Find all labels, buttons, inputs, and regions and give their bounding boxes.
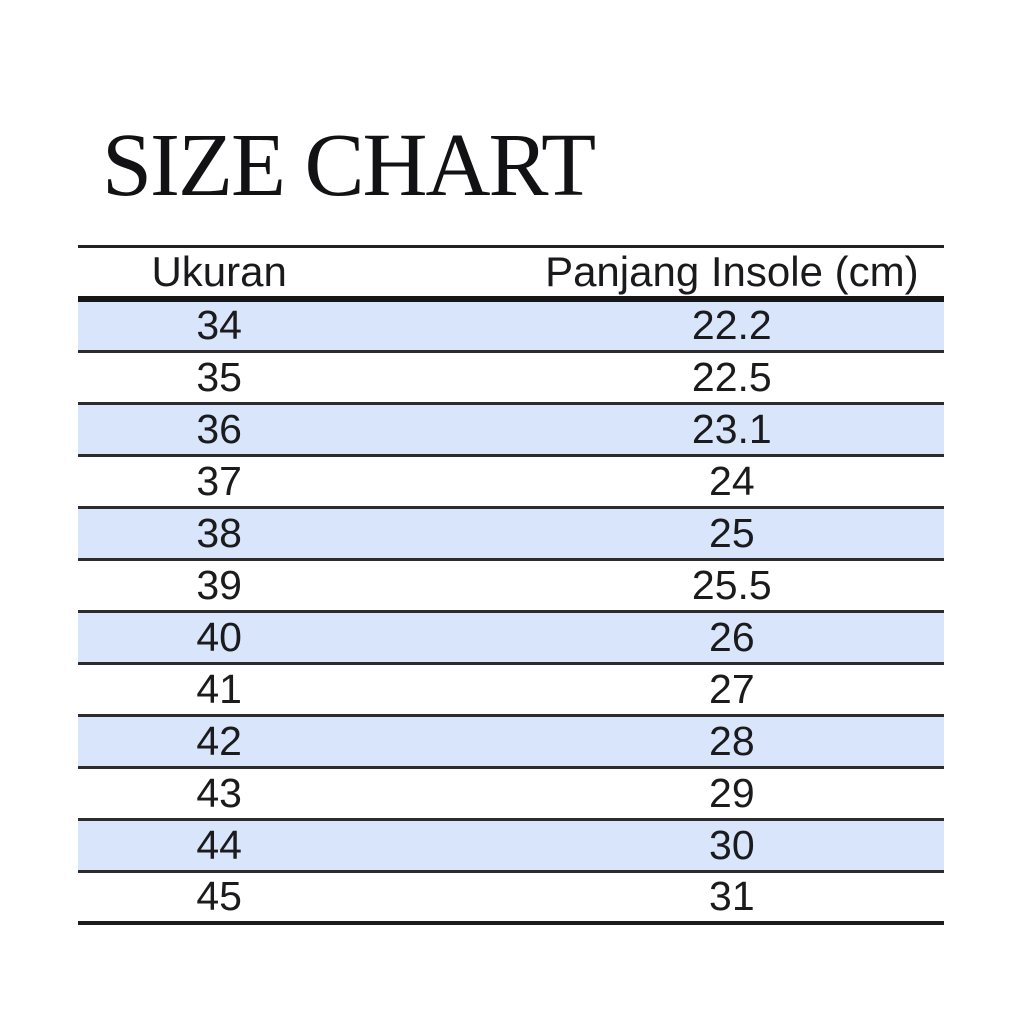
table-row bbox=[78, 611, 944, 663]
spacer-cell bbox=[360, 871, 519, 923]
insole-cell: 29 bbox=[709, 769, 755, 816]
size-cell: 44 bbox=[196, 821, 242, 868]
table-row bbox=[78, 455, 944, 507]
table-row bbox=[78, 351, 944, 403]
spacer-cell bbox=[360, 663, 519, 715]
spacer-cell bbox=[360, 403, 519, 455]
insole-cell: 28 bbox=[709, 717, 755, 764]
size-cell: 38 bbox=[196, 509, 242, 556]
size-cell: 35 bbox=[196, 353, 242, 400]
table-row bbox=[78, 507, 944, 559]
size-cell: 43 bbox=[196, 769, 242, 816]
size-cell: 45 bbox=[196, 873, 242, 920]
insole-cell: 24 bbox=[709, 457, 755, 504]
insole-cell: 25.5 bbox=[691, 561, 772, 608]
table-row bbox=[78, 663, 944, 715]
insole-cell: 22.2 bbox=[691, 302, 772, 349]
size-cell: 37 bbox=[196, 457, 242, 504]
size-cell: 34 bbox=[196, 302, 242, 349]
spacer-cell bbox=[360, 299, 519, 351]
spacer-cell bbox=[360, 767, 519, 819]
insole-cell: 26 bbox=[709, 613, 755, 660]
table-row bbox=[78, 871, 944, 923]
spacer-cell bbox=[360, 715, 519, 767]
spacer-cell bbox=[360, 507, 519, 559]
table-row bbox=[78, 559, 944, 611]
page-title: SIZE CHART bbox=[102, 116, 595, 215]
insole-cell: 22.5 bbox=[691, 353, 772, 400]
insole-cell: 30 bbox=[709, 821, 755, 868]
table-row bbox=[78, 299, 944, 351]
insole-cell: 23.1 bbox=[691, 405, 772, 452]
spacer-cell bbox=[360, 611, 519, 663]
column-header-insole: Panjang Insole (cm) bbox=[545, 248, 919, 295]
size-chart-table bbox=[78, 245, 944, 925]
spacer-cell bbox=[360, 455, 519, 507]
header-row bbox=[78, 247, 944, 300]
table-row bbox=[78, 767, 944, 819]
spacer-cell bbox=[360, 559, 519, 611]
spacer-cell bbox=[360, 351, 519, 403]
size-cell: 36 bbox=[196, 405, 242, 452]
size-cell: 41 bbox=[196, 665, 242, 712]
size-cell: 40 bbox=[196, 613, 242, 660]
insole-cell: 25 bbox=[709, 509, 755, 556]
size-cell: 42 bbox=[196, 717, 242, 764]
column-spacer bbox=[360, 247, 519, 300]
size-cell: 39 bbox=[196, 561, 242, 608]
table-row bbox=[78, 715, 944, 767]
insole-cell: 27 bbox=[709, 665, 755, 712]
insole-cell: 31 bbox=[709, 873, 755, 920]
column-header-ukuran: Ukuran bbox=[151, 248, 287, 295]
table-row bbox=[78, 403, 944, 455]
spacer-cell bbox=[360, 819, 519, 871]
table-row bbox=[78, 819, 944, 871]
